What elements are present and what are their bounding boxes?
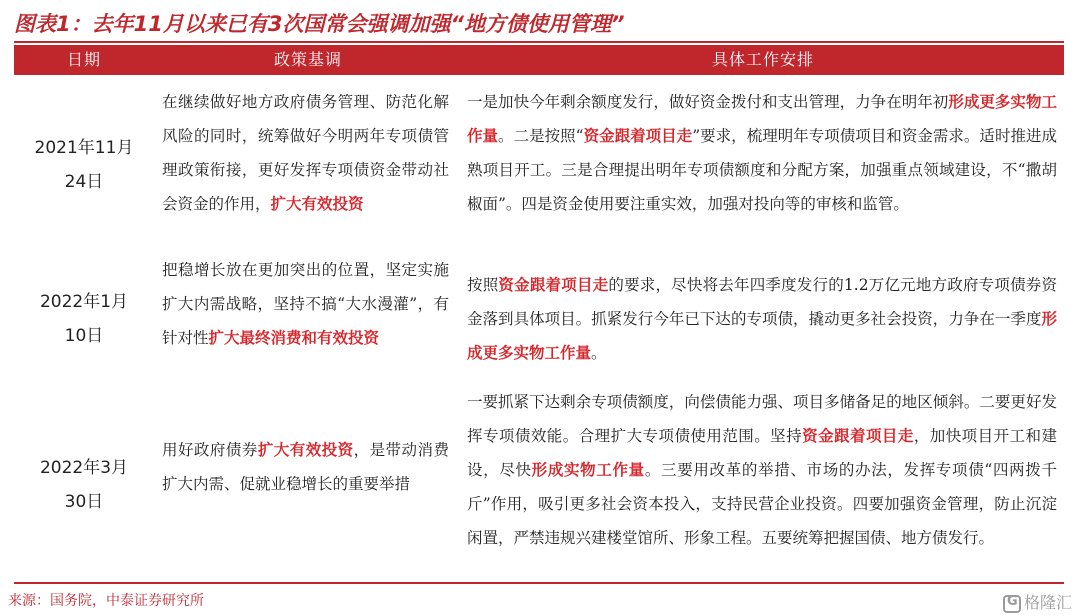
policy-cell bbox=[162, 253, 449, 355]
table-header bbox=[14, 45, 1064, 75]
date-cell bbox=[14, 451, 154, 519]
highlight-text: 资金跟着项目走 bbox=[583, 126, 693, 145]
header-detail: 具体工作安排 bbox=[711, 50, 814, 69]
text-segment: 按照 bbox=[467, 276, 499, 294]
highlight-text: 形成实物工作量 bbox=[531, 460, 645, 479]
policy-cell bbox=[162, 433, 449, 501]
date-cell bbox=[14, 131, 154, 199]
source-note: 来源：国务院，中泰证券研究所 bbox=[8, 593, 204, 609]
date-line-1: 2022年3月 bbox=[39, 458, 129, 478]
date-line-1: 2022年1月 bbox=[39, 292, 129, 312]
highlight-text: 形成更多实物工作量 bbox=[467, 309, 1057, 362]
watermark-text: 格隆汇 bbox=[1023, 593, 1072, 612]
highlight-text: 资金跟着项目走 bbox=[498, 275, 609, 294]
date-line-2: 30日 bbox=[64, 492, 104, 512]
text-segment: 一是加快今年剩余额度发行，做好资金拨付和支出管理，力争在明年初 bbox=[467, 93, 949, 111]
text-segment: 的要求，尽快将去年四季度发行的1.2万亿元地方政府专项债券资金落到具体项目。抓紧发行今年已下达的专项债，撬动更多社会投资，力争在一季度 bbox=[467, 276, 1057, 328]
text-segment: ”要求，梳理明年专项债项目和资金需求。适时推进成熟项目开工。三是合理提出明年专项债额度和分配方案，加强重点领域建设，不“撒胡椒面”。四是资金使用要注重实效，加强对投向等的审核和监管。 bbox=[467, 127, 1057, 213]
highlight-text: 资金跟着项目走 bbox=[802, 426, 914, 445]
bottom-divider bbox=[14, 582, 1064, 584]
highlight-text: 扩大有效投资 bbox=[257, 440, 354, 459]
date-line-1: 2021年11月 bbox=[34, 138, 134, 158]
figure-title: 图表1：去年11月以来已有3次国常会强调加强“地方债使用管理” bbox=[14, 12, 625, 36]
date-line-2: 10日 bbox=[64, 326, 104, 346]
text-segment: 把稳增长放在更加突出的位置，坚定实施扩大内需战略，坚持不搞“大水漫灌”，有针对性 bbox=[162, 261, 449, 347]
watermark bbox=[1003, 590, 1072, 613]
date-cell bbox=[14, 285, 154, 353]
detail-cell bbox=[467, 268, 1057, 370]
header-date: 日期 bbox=[66, 50, 101, 69]
header-policy: 政策基调 bbox=[273, 50, 342, 69]
watermark-logo-icon bbox=[1003, 595, 1021, 613]
detail-cell bbox=[467, 385, 1057, 555]
highlight-text: 形成更多实物工作量 bbox=[467, 92, 1057, 145]
detail-cell bbox=[467, 85, 1057, 221]
text-segment: 一要抓紧下达剩余专项债额度，向偿债能力强、项目多储备足的地区倾斜。二要更好发挥专项债效能。合理扩大专项债使用范围。坚持 bbox=[467, 393, 1057, 445]
text-segment: ，是带动消费扩大内需、促就业稳增长的重要举措 bbox=[162, 441, 449, 493]
policy-cell bbox=[162, 85, 449, 221]
text-segment: 。二是按照“ bbox=[498, 127, 584, 145]
text-segment: 。三要用改革的举措、市场的办法，发挥专项债“四两拨千斤”作用，吸引更多社会资本投入，支持民营企业投资。四要加强资金管理，防止沉淀闲置，严禁违规兴建楼堂馆所、形象工程。五要统筹把握国债、地方债发行。 bbox=[467, 461, 1057, 547]
title-divider bbox=[14, 41, 1064, 43]
date-line-2: 24日 bbox=[64, 172, 104, 192]
text-segment: 在继续做好地方政府债务管理、防范化解风险的同时，统筹做好今明两年专项债管理政策衔接，更好发挥专项债资金带动社会资金的作用， bbox=[162, 93, 449, 213]
highlight-text: 扩大最终消费和有效投资 bbox=[208, 328, 380, 347]
text-segment: 用好政府债券 bbox=[162, 441, 258, 459]
text-segment: ，加快项目开工和建设，尽快 bbox=[467, 427, 1057, 479]
text-segment: 。 bbox=[591, 344, 607, 362]
highlight-text: 扩大有效投资 bbox=[270, 194, 364, 213]
